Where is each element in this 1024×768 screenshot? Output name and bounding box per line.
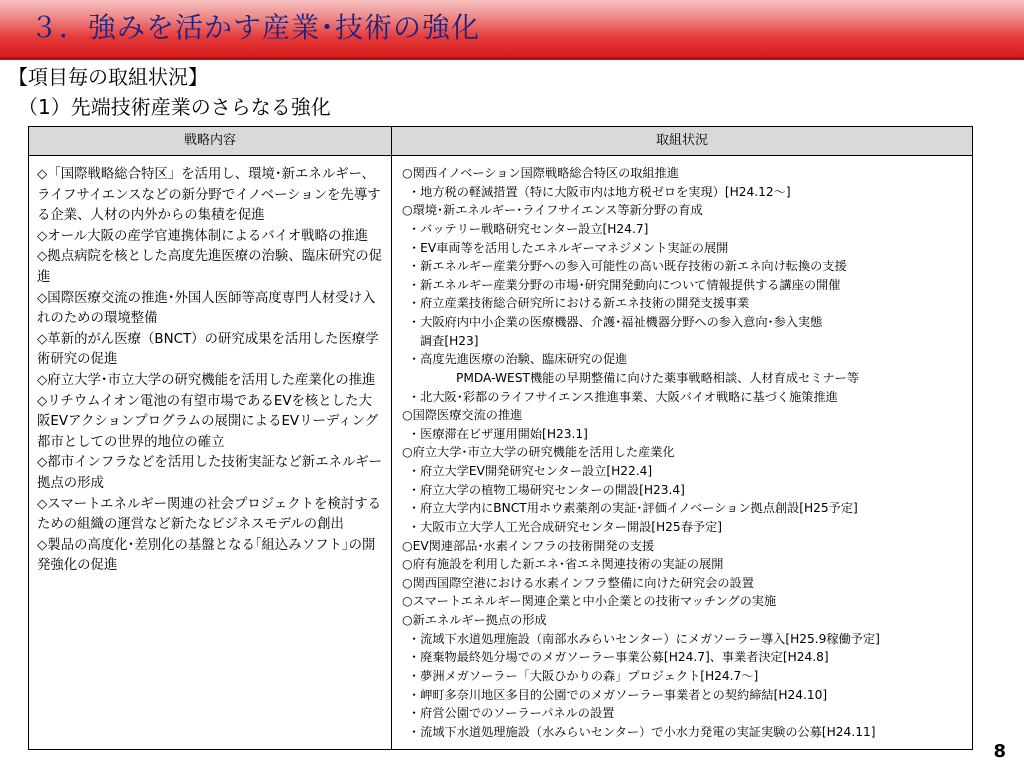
status-item: ・新エネルギー産業分野への参入可能性の高い既存技術の新エネ向け転換の支援 xyxy=(408,259,847,274)
status-item: ○府有施設を利用した新エネ･省エネ関連技術の実証の展開 xyxy=(402,557,724,572)
page-title: ３．強みを活かす産業･技術の強化 xyxy=(30,11,481,44)
status-item: ・廃棄物最終処分場でのメガソーラー事業公募[H24.7]、事業者決定[H24.8] xyxy=(408,650,829,665)
status-item: ・地方税の軽減措置（特に大阪市内は地方税ゼロを実現）[H24.12～] xyxy=(408,184,791,199)
status-item: ・岬町多奈川地区多目的公園でのメガソーラー事業者との契約締結[H24.10] xyxy=(408,687,828,702)
strategy-item: ◇スマートエネルギー関連の社会プロジェクトを検討するための組織の運営など新たなビジネスモデルの創出 xyxy=(37,496,381,533)
strategy-item: ◇製品の高度化･差別化の基盤となる｢組込みソフト｣の開発強化の促進 xyxy=(37,537,376,574)
column-divider xyxy=(391,127,392,749)
status-item: ・大阪市立大学人工光合成研究センター開設[H25春予定] xyxy=(408,519,723,534)
header-status: 取組状況 xyxy=(655,133,708,148)
status-item: ・新エネルギー産業分野の市場･研究開発動向について情報提供する講座の開催 xyxy=(408,277,841,292)
status-column xyxy=(402,164,968,741)
table-header-row xyxy=(29,127,972,156)
status-item: ・府立産業技術総合研究所における新エネ技術の開発支援事業 xyxy=(408,296,750,311)
sub-heading: （1）先端技術産業のさらなる強化 xyxy=(18,95,331,119)
status-item: ・大阪府内中小企業の医療機器、介護･福祉機器分野への参入意向･参入実態 xyxy=(408,315,823,329)
strategy-item: ◇府立大学･市立大学の研究機能を活用した産業化の推進 xyxy=(37,372,376,388)
status-item: PMDA-WEST機能の早期整備に向けた薬事戦略相談、人材育成セミナー等 xyxy=(456,370,860,385)
status-item: ○EV関連部品･水素インフラの技術開発の支援 xyxy=(402,538,655,553)
status-item: 調査[H23] xyxy=(420,333,479,348)
status-item: ○府立大学･市立大学の研究機能を活用した産業化 xyxy=(402,445,675,460)
status-table xyxy=(28,126,973,750)
status-item: ・北大阪･彩都のライフサイエンス推進事業、大阪バイオ戦略に基づく施策推進 xyxy=(408,389,838,404)
status-item: ・府営公園でのソーラーパネルの設置 xyxy=(408,706,615,721)
status-item: ○関西イノベーション国際戦略総合特区の取組推進 xyxy=(402,166,680,180)
status-item: ○環境･新エネルギー･ライフサイエンス等新分野の育成 xyxy=(402,203,703,218)
status-item: ・EV車両等を活用したエネルギーマネジメント実証の展開 xyxy=(408,240,729,255)
strategy-item: ◇革新的がん医療（BNCT）の研究成果を活用した医療学術研究の促進 xyxy=(37,331,379,368)
status-item: ○新エネルギー拠点の形成 xyxy=(402,613,547,627)
strategy-item: ◇国際医療交流の推進･外国人医師等高度専門人材受け入れのための環境整備 xyxy=(37,290,376,327)
status-item: ・流域下水道処理施設（水みらいセンター）で小水力発電の実証実験の公募[H24.11] xyxy=(408,724,876,739)
status-item: ○スマートエネルギー関連企業と中小企業との技術マッチングの実施 xyxy=(402,594,777,609)
status-item: ○関西国際空港における水素インフラ整備に向けた研究会の設置 xyxy=(402,575,754,590)
status-item: ・高度先進医療の治験、臨床研究の促進 xyxy=(408,352,628,367)
strategy-item: ◇拠点病院を核とした高度先進医療の治験、臨床研究の促進 xyxy=(37,249,383,285)
status-item: ・府立大学内にBNCT用ホウ素薬剤の実証･評価イノベーション拠点創設[H25予定] xyxy=(408,501,858,516)
section-heading: 【項目毎の取組状況】 xyxy=(8,65,208,89)
status-item: ・夢洲メガソーラー「大阪ひかりの森」プロジェクト[H24.7～] xyxy=(408,668,759,683)
strategy-item: ◇「国際戦略総合特区」を活用し、環境･新エネルギー、ライフサイエンスなどの新分野でイノベーションを先導する企業、人材の内外からの集積を促進 xyxy=(37,167,381,224)
status-item: ・医療滞在ビザ運用開始[H23.1] xyxy=(408,426,588,441)
status-item: ・バッテリー戦略研究センター設立[H24.7] xyxy=(408,221,649,236)
status-item: ・流域下水道処理施設（南部水みらいセンター）にメガソーラー導入[H25.9稼働予定] xyxy=(408,631,880,646)
status-item: ○国際医療交流の推進 xyxy=(402,408,523,423)
strategy-column xyxy=(37,165,383,577)
strategy-item: ◇都市インフラなどを活用した技術実証など新エネルギー拠点の形成 xyxy=(37,455,383,491)
header-strategy: 戦略内容 xyxy=(183,133,236,148)
status-item: ・府立大学の植物工場研究センターの開設[H23.4] xyxy=(408,482,685,497)
strategy-item: ◇リチウムイオン電池の有望市場であるEVを核とした大阪EVアクションプログラムの展開によるEVリーディング都市としての世界的地位の確立 xyxy=(37,393,379,450)
page-number: 8 xyxy=(993,741,1006,762)
status-item: ・府立大学EV開発研究センター設立[H22.4] xyxy=(408,464,653,478)
strategy-item: ◇オール大阪の産学官連携体制によるバイオ戦略の推進 xyxy=(37,228,369,244)
title-bar xyxy=(0,0,1024,60)
